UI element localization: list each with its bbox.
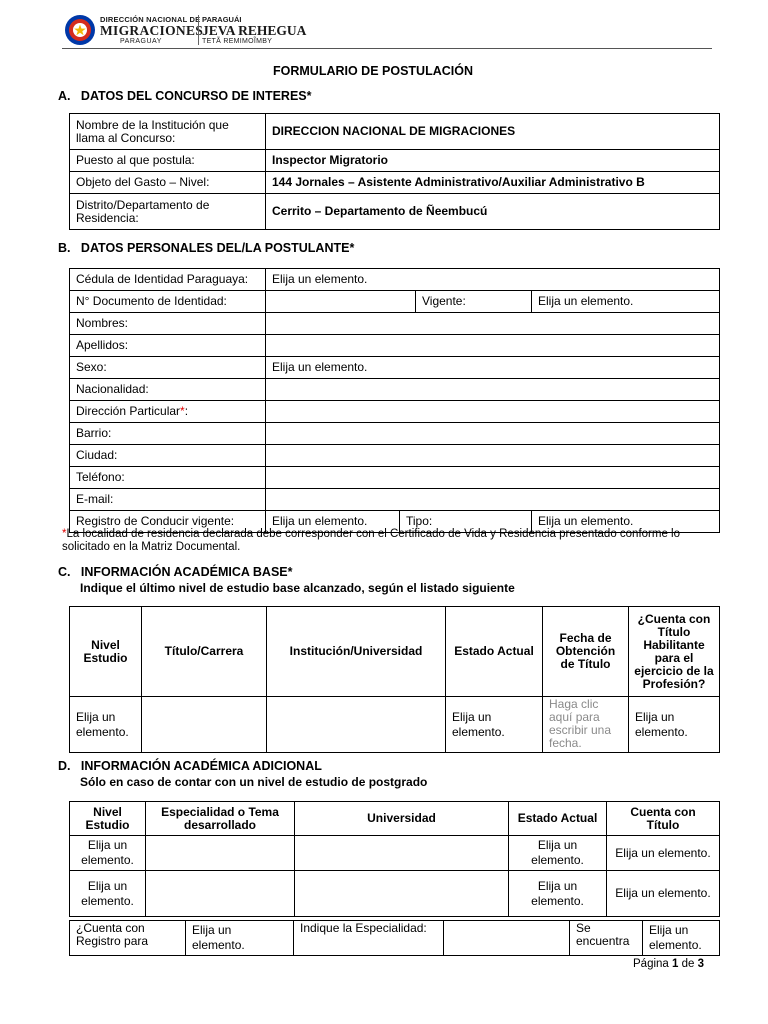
registro-select[interactable]: Elija un elemento. [186, 921, 294, 956]
nacionalidad-label: Nacionalidad: [70, 379, 266, 401]
direccion-colon: : [184, 404, 189, 418]
logo-line3: PARAGUAY [120, 38, 162, 45]
page-word: Página [633, 958, 669, 970]
nivel-select[interactable]: Elija un elemento. [70, 697, 142, 753]
universidad-input[interactable] [295, 836, 509, 871]
row-label: Nombre de la Institución que llama al Concurso: [70, 114, 266, 150]
doc-label: N° Documento de Identidad: [70, 291, 266, 313]
migraciones-emblem-icon [64, 14, 96, 46]
logo-right1: PARAGUÁI [202, 15, 242, 24]
total-pages: 3 [697, 958, 705, 970]
logo-right3: TETÃ REMIMOĨMBY [202, 38, 273, 45]
tipo-label: Tipo: [400, 511, 532, 533]
col-header: Fecha de Obtención de Título [543, 607, 629, 697]
logo [64, 14, 314, 46]
registro-select[interactable]: Elija un elemento. [266, 511, 400, 533]
especialidad-input[interactable] [146, 836, 295, 871]
section-d-table [69, 801, 720, 917]
se-encuentra-select[interactable]: Elija un elemento. [643, 921, 720, 956]
col-header: Título/Carrera [142, 607, 267, 697]
section-c-subheading: Indique el último nivel de estudio base alcanzado, según el listado siguiente [80, 581, 515, 595]
doc-input[interactable] [266, 291, 416, 313]
logo-line2: MIGRACIONES [100, 23, 204, 38]
email-label: E-mail: [70, 489, 266, 511]
cedula-label: Cédula de Identidad Paraguaya: [70, 269, 266, 291]
section-a-table [69, 113, 720, 230]
sexo-label: Sexo: [70, 357, 266, 379]
apellidos-input[interactable] [266, 335, 720, 357]
fecha-picker[interactable]: Haga clic aquí para escribir una fecha. [543, 697, 629, 753]
col-header: Institución/Universidad [267, 607, 446, 697]
sexo-select[interactable]: Elija un elemento. [266, 357, 720, 379]
col-header: Estado Actual [446, 607, 543, 697]
apellidos-label: Apellidos: [70, 335, 266, 357]
row-label: Objeto del Gasto – Nivel: [70, 172, 266, 194]
especialidad-label: Indique la Especialidad: [294, 921, 444, 956]
col-header: ¿Cuenta con Título Habilitante para el ejercicio de la Profesión? [629, 607, 720, 697]
nivel-select[interactable]: Elija un elemento. [70, 836, 146, 871]
vigente-select[interactable]: Elija un elemento. [532, 291, 720, 313]
registro-label: ¿Cuenta con Registro para [70, 921, 186, 956]
page-title: FORMULARIO DE POSTULACIÓN [273, 64, 473, 78]
table-row [70, 172, 720, 194]
table-row [70, 697, 720, 753]
direccion-text: Dirección Particular [76, 404, 181, 418]
table-row [70, 150, 720, 172]
institucion-input[interactable] [267, 697, 446, 753]
logo-line1: DIRECCIÓN NACIONAL DE [100, 15, 201, 24]
section-d-registro-table [69, 920, 720, 956]
row-value[interactable]: Inspector Migratorio [266, 150, 720, 172]
col-header: Nivel Estudio [70, 802, 146, 836]
current-page: 1 [672, 958, 679, 970]
ciudad-label: Ciudad: [70, 445, 266, 467]
table-row [70, 871, 720, 917]
table-row [70, 194, 720, 230]
row-value[interactable]: DIRECCION NACIONAL DE MIGRACIONES [266, 114, 720, 150]
col-header: Estado Actual [509, 802, 607, 836]
ciudad-input[interactable] [266, 445, 720, 467]
note-asterisk: * [62, 528, 67, 540]
estado-select[interactable]: Elija un elemento. [446, 697, 543, 753]
table-row [70, 114, 720, 150]
cuenta-titulo-select[interactable]: Elija un elemento. [607, 871, 720, 917]
required-asterisk: * [180, 404, 185, 418]
row-label: Puesto al que postula: [70, 150, 266, 172]
section-a-heading: A. DATOS DEL CONCURSO DE INTERES* [58, 89, 312, 103]
residence-note [62, 528, 702, 554]
cedula-select[interactable]: Elija un elemento. [266, 269, 720, 291]
table-row [70, 836, 720, 871]
section-c-heading: C. INFORMACIÓN ACADÉMICA BASE* [58, 565, 293, 579]
logo-right2: JEVA REHEGUA [202, 23, 307, 38]
col-header: Universidad [295, 802, 509, 836]
telefono-label: Teléfono: [70, 467, 266, 489]
section-b-table [69, 268, 720, 533]
col-header: Nivel Estudio [70, 607, 142, 697]
tipo-select[interactable]: Elija un elemento. [532, 511, 720, 533]
nivel-select[interactable]: Elija un elemento. [70, 871, 146, 917]
section-d-subheading: Sólo en caso de contar con un nivel de estudio de postgrado [80, 775, 428, 789]
direccion-label [70, 401, 266, 423]
page-number [633, 958, 704, 970]
section-b-heading: B. DATOS PERSONALES DEL/LA POSTULANTE* [58, 241, 355, 255]
se-encuentra-label: Se encuentra [570, 921, 643, 956]
universidad-input[interactable] [295, 871, 509, 917]
nombres-input[interactable] [266, 313, 720, 335]
nombres-label: Nombres: [70, 313, 266, 335]
especialidad-input[interactable] [444, 921, 570, 956]
col-header: Cuenta con Título [607, 802, 720, 836]
estado-select[interactable]: Elija un elemento. [509, 871, 607, 917]
section-d-heading: D. INFORMACIÓN ACADÉMICA ADICIONAL [58, 759, 322, 773]
row-value[interactable]: Cerrito – Departamento de Ñeembucú [266, 194, 720, 230]
barrio-input[interactable] [266, 423, 720, 445]
habilitante-select[interactable]: Elija un elemento. [629, 697, 720, 753]
titulo-input[interactable] [142, 697, 267, 753]
telefono-input[interactable] [266, 467, 720, 489]
row-value[interactable]: 144 Jornales – Asistente Administrativo/Auxiliar Administrativo B [266, 172, 720, 194]
email-input[interactable] [266, 489, 720, 511]
header-rule [62, 48, 712, 49]
note-text: La localidad de residencia declarada debe corresponder con el Certificado de Vida y Residencia presentado conforme lo solicitado en la Matriz Documental. [62, 528, 680, 553]
barrio-label: Barrio: [70, 423, 266, 445]
page-de: de [681, 958, 695, 970]
col-header: Especialidad o Tema desarrollado [146, 802, 295, 836]
logo-divider [198, 15, 200, 45]
especialidad-input[interactable] [146, 871, 295, 917]
row-label: Distrito/Departamento de Residencia: [70, 194, 266, 230]
registro-label: Registro de Conducir vigente: [70, 511, 266, 533]
direccion-input[interactable] [266, 401, 720, 423]
vigente-label: Vigente: [416, 291, 532, 313]
nacionalidad-input[interactable] [266, 379, 720, 401]
section-c-table [69, 606, 720, 753]
cuenta-titulo-select[interactable]: Elija un elemento. [607, 836, 720, 871]
estado-select[interactable]: Elija un elemento. [509, 836, 607, 871]
